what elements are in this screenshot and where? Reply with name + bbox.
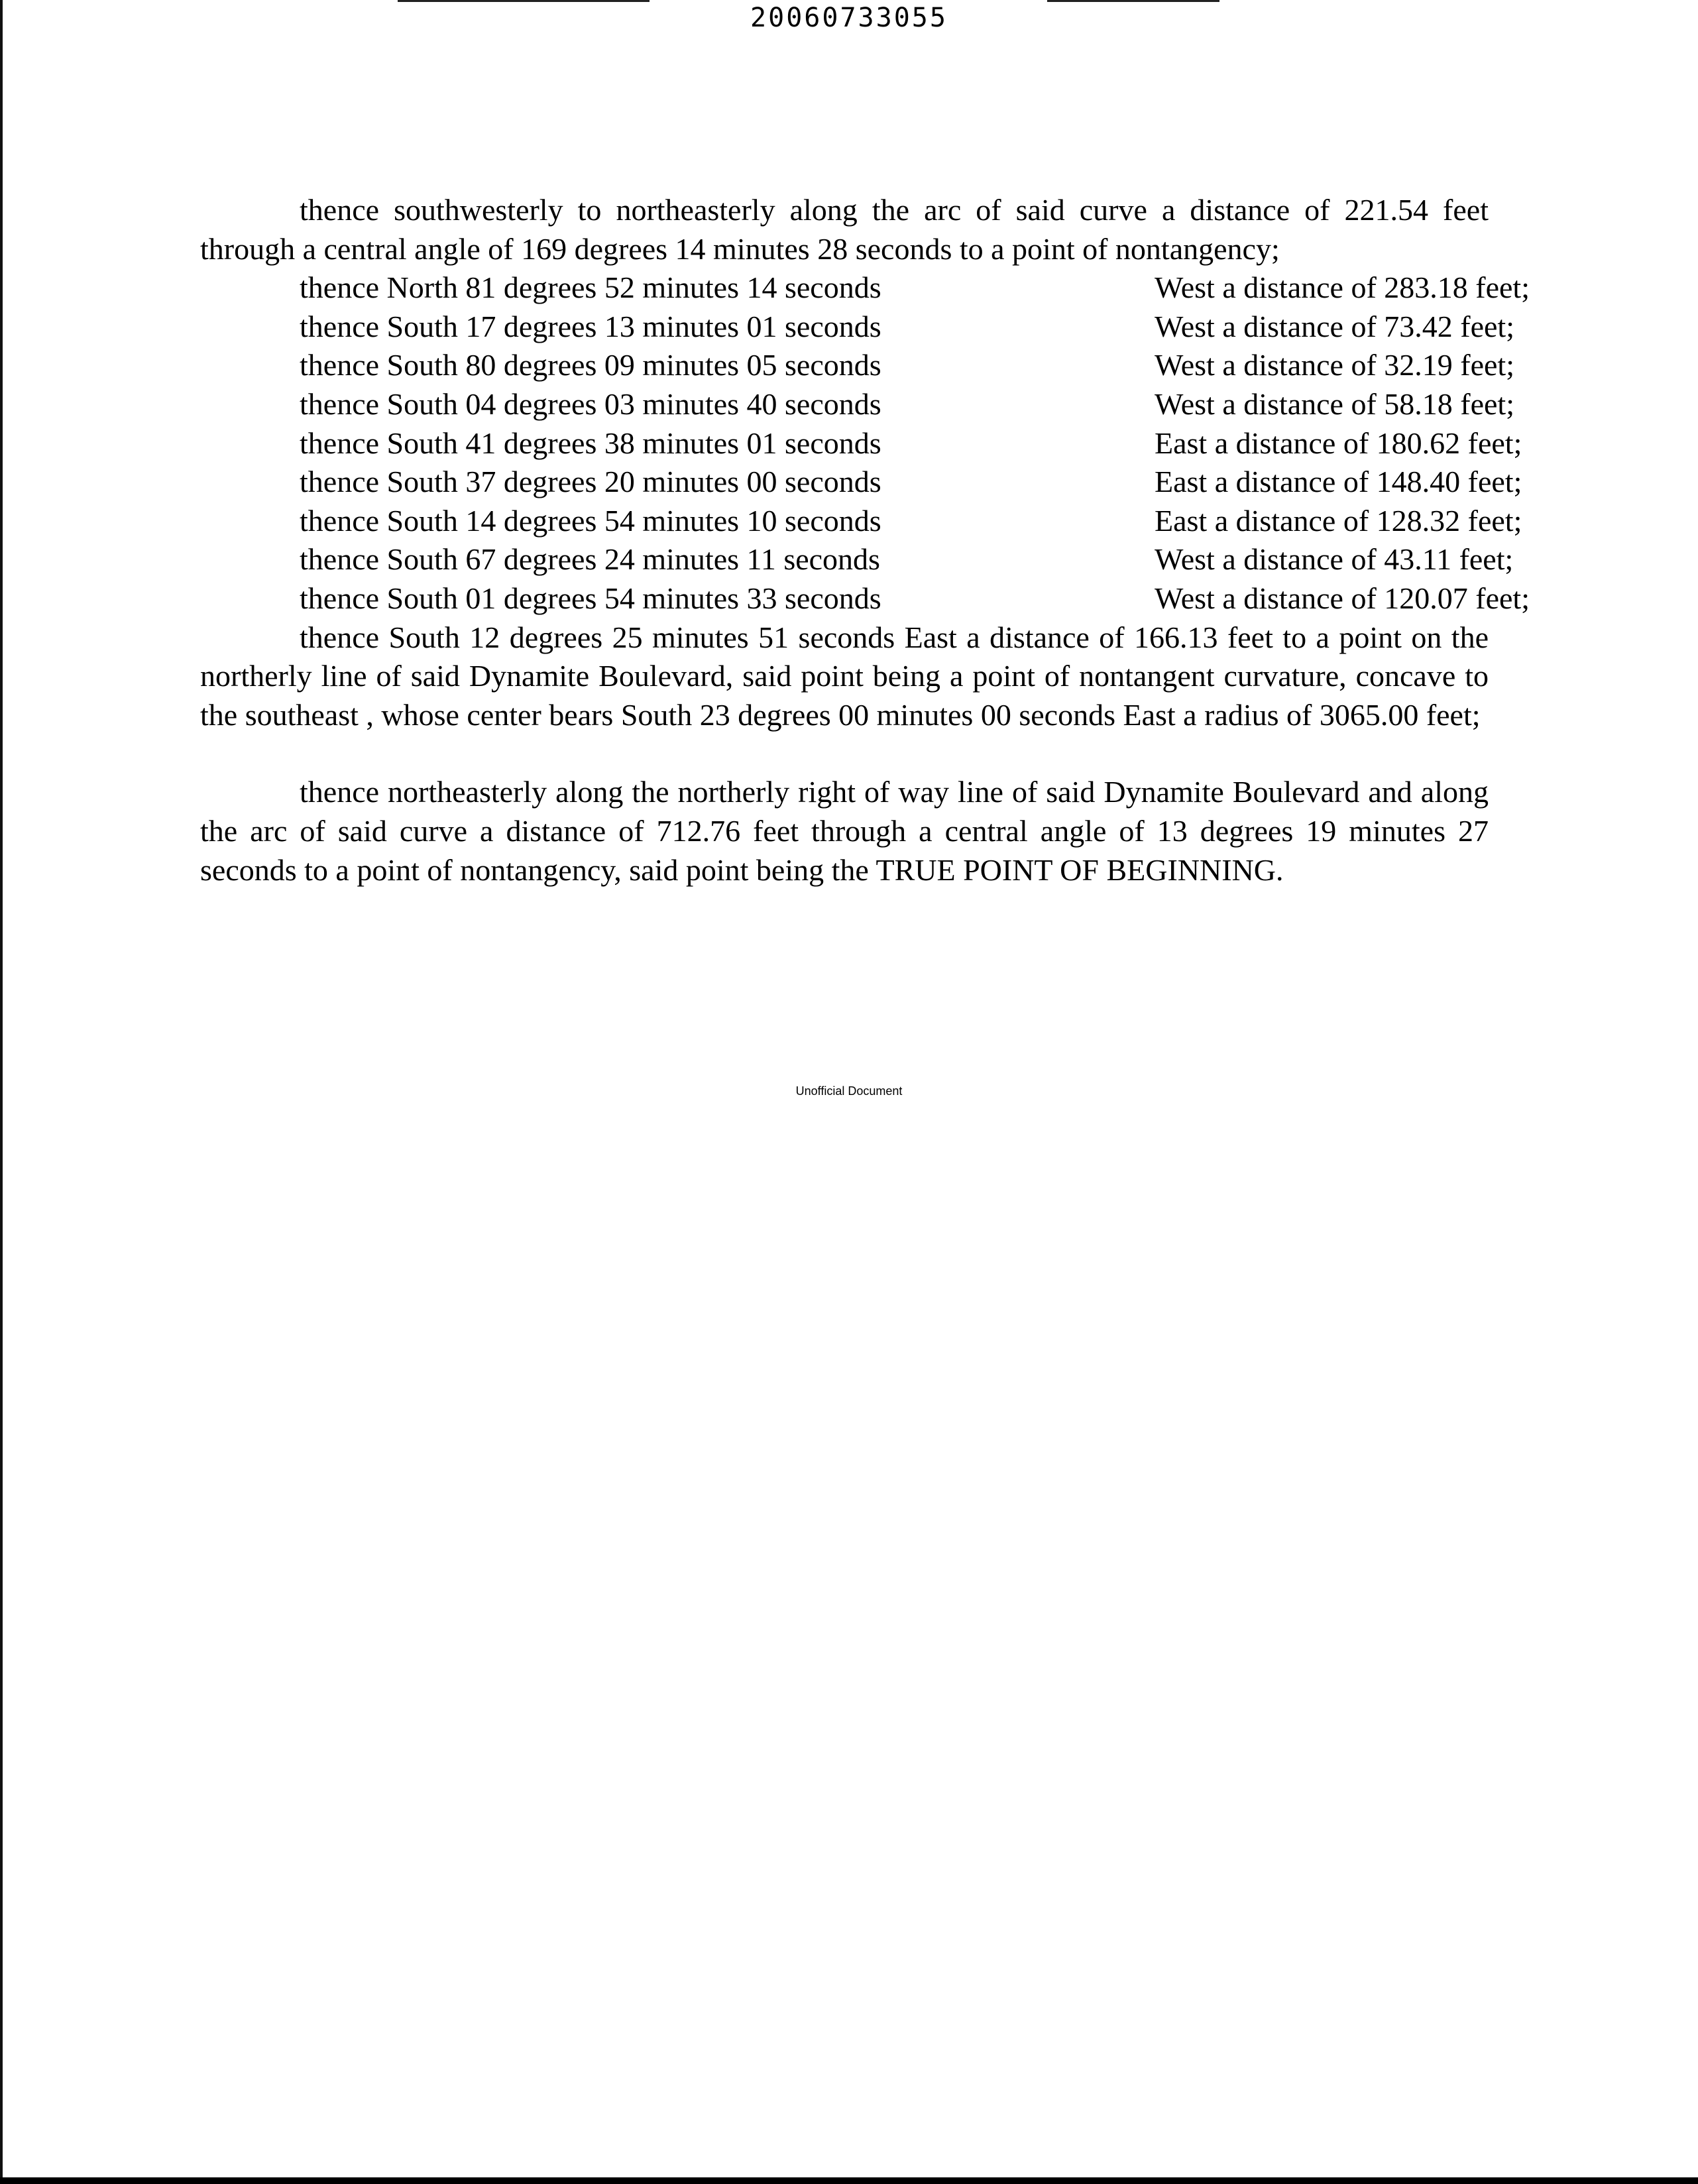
bearing-call [200,346,1514,385]
bearing-call [200,385,1514,424]
bearing-call [200,268,1530,308]
call-bearing: thence South 80 degrees 09 minutes 05 seconds [300,348,881,382]
bearing-call [200,424,1522,463]
call-distance: West a distance of 32.19 feet; [1155,348,1514,382]
bearing-call [200,579,1530,618]
scan-top-rule [398,0,650,2]
document-number: 20060733055 [750,3,948,33]
paragraph-gap [200,734,1489,773]
call-bearing: thence South 41 degrees 38 minutes 01 seconds [300,426,881,460]
bearing-calls-list [200,268,1530,734]
paragraph-point-of-beginning: thence northeasterly along the northerly right of way line of said Dynamite Boulevard and along the arc of said curve a distance of 712.76 feet through a central angle of 13 degrees 19 minutes 27 seconds to a point of nontangency, said point being the TRUE POINT OF BEGINNING. [200,775,1489,887]
bearing-call [200,463,1522,502]
call-bearing: thence South 14 degrees 54 minutes 10 seconds [300,503,881,538]
call-distance: West a distance of 120.07 feet; [1155,581,1530,615]
call-bearing: thence North 81 degrees 52 minutes 14 seconds [300,270,881,305]
call-distance: West a distance of 58.18 feet; [1155,386,1514,421]
call-bearing: thence South 67 degrees 24 minutes 11 seconds [300,542,880,577]
paragraph-curve-arc: thence southwesterly to northeasterly along the arc of said curve a distance of 221.54 feet through a central angle of 169 degrees 14 minutes 28 seconds to a point of nontangency; [200,193,1489,266]
bearing-call-last: thence South 12 degrees 25 minutes 51 seconds East a distance of 166.13 feet to a point on the northerly line of said Dynamite Boulevard, said point being a point of nontangent curvature, concave to the southeast , whose center bears South 23 degrees 00 minutes 00 seconds East a radius of 3065.00 feet; [200,620,1489,732]
call-distance: East a distance of 148.40 feet; [1155,465,1522,499]
legal-description [200,191,1530,890]
call-distance: West a distance of 43.11 feet; [1155,542,1514,577]
unofficial-document-watermark: Unofficial Document [795,1084,903,1098]
call-bearing: thence South 01 degrees 54 minutes 33 seconds [300,581,881,615]
scan-bottom-edge [0,2177,1698,2184]
call-distance: East a distance of 128.32 feet; [1155,503,1522,538]
call-distance: West a distance of 283.18 feet; [1155,270,1530,305]
bearing-call [200,502,1522,541]
scan-top-rule [1047,0,1219,2]
call-bearing: thence South 17 degrees 13 minutes 01 seconds [300,309,881,343]
bearing-call [200,308,1514,347]
bearing-call [200,540,1514,579]
call-bearing: thence South 37 degrees 20 minutes 00 seconds [300,465,881,499]
call-distance: East a distance of 180.62 feet; [1155,426,1522,460]
call-distance: West a distance of 73.42 feet; [1155,309,1514,343]
call-bearing: thence South 04 degrees 03 minutes 40 seconds [300,386,881,421]
